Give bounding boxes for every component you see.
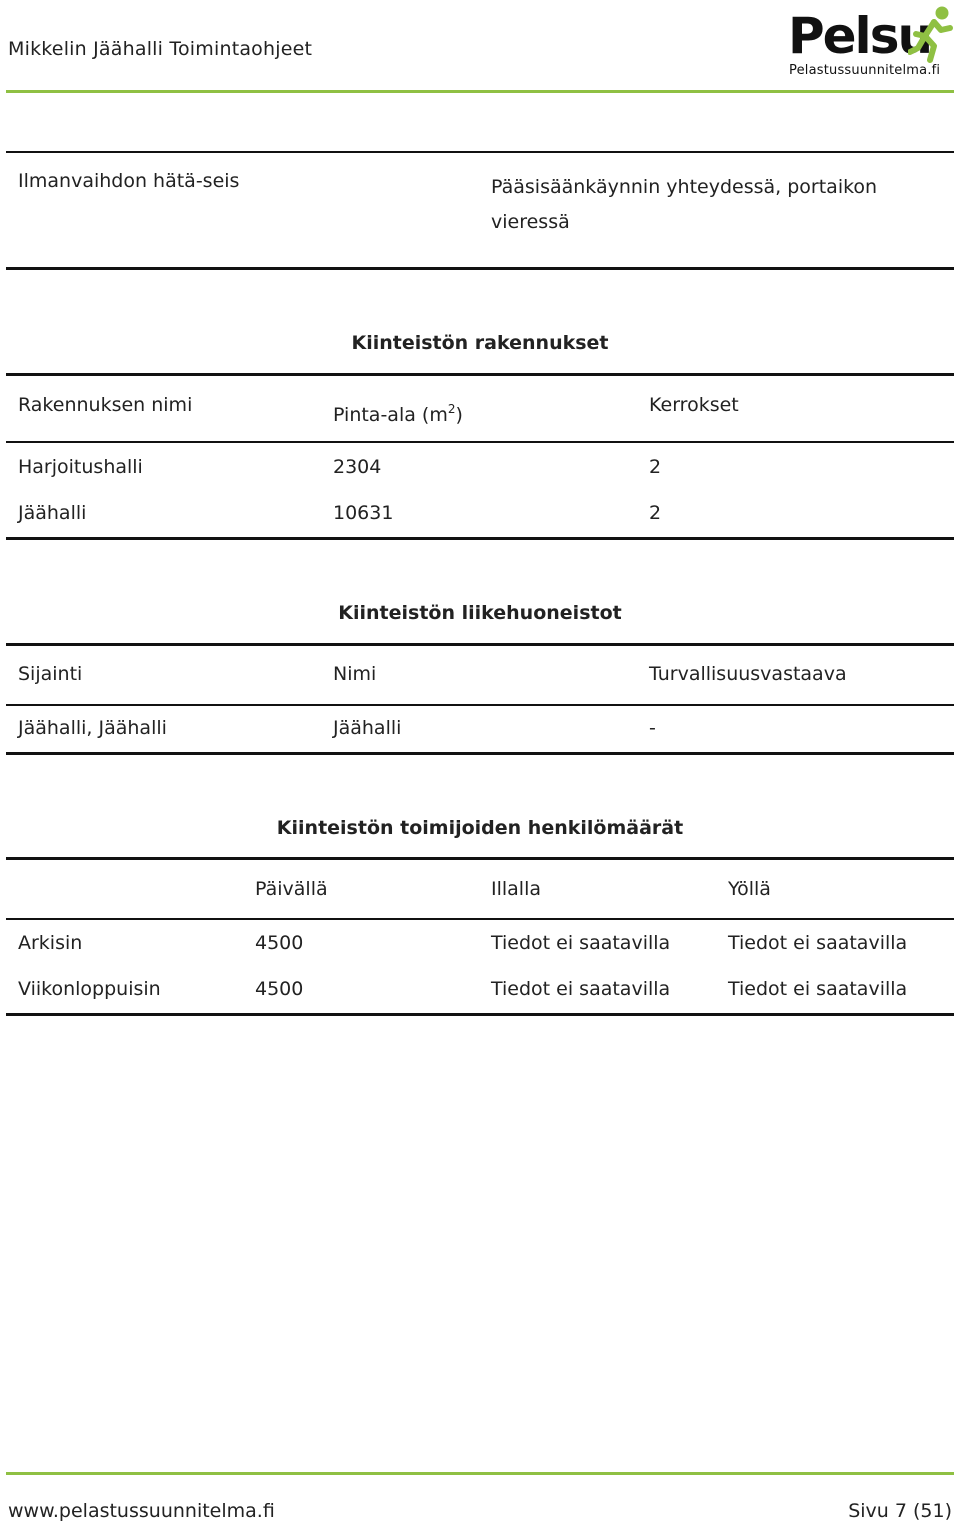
premise-name: Jäähalli [333,717,402,739]
occupant-day-count: 4500 [255,978,304,1000]
occupant-row-label: Arkisin [18,932,83,954]
building-floors: 2 [649,456,662,478]
premise-safety-officer: - [649,717,656,739]
header-day: Päivällä [255,878,328,900]
table-header-rule [6,441,954,443]
ventilation-label: Ilmanvaihdon hätä-seis [18,170,240,192]
building-name: Jäähalli [18,502,87,524]
building-area: 2304 [333,456,382,478]
header-area: Pinta-ala $(m^2)$ [333,402,463,426]
occupant-evening-count: Tiedot ei saatavilla [491,932,671,954]
occupant-day-count: 4500 [255,932,304,954]
table-top-rule [6,373,954,376]
running-man-icon [908,4,954,64]
table-header-rule [6,918,954,920]
premises-caption: Kiinteistön liikehuoneistot [338,602,622,624]
premise-location: Jäähalli, Jäähalli [18,717,167,739]
logo-wordmark: Pelsu [788,7,932,65]
header-evening: Illalla [491,878,542,900]
table-top-rule [6,151,954,153]
occupant-row-label: Viikonloppuisin [18,978,161,1000]
table-top-rule [6,643,954,646]
ventilation-location: Pääsisäänkäynnin yhteydessä, portaikon vieressä [491,176,878,233]
occupants-caption: Kiinteistön toimijoiden henkilömäärät [276,817,684,839]
logo-subtitle: Pelastussuunnitelma.fi [789,63,941,78]
footer-divider [6,1472,954,1475]
header-building-name: Rakennuksen nimi [18,394,193,416]
pelsu-logo[interactable] [786,4,956,80]
header-night: Yöllä [728,878,771,900]
occupant-night-count: Tiedot ei saatavilla [728,978,908,1000]
footer-website-link[interactable]: www.pelastussuunnitelma.fi [8,1500,275,1522]
page-number: Sivu 7 (51) [848,1500,952,1522]
table-header-rule [6,704,954,706]
building-floors: 2 [649,502,662,524]
header-divider [6,90,954,93]
table-top-rule [6,857,954,860]
document-title: Mikkelin Jäähalli Toimintaohjeet [8,38,313,60]
buildings-caption: Kiinteistön rakennukset [351,332,609,354]
building-area: 10631 [333,502,394,524]
table-bottom-rule [6,267,954,270]
table-bottom-rule [6,752,954,755]
occupant-evening-count: Tiedot ei saatavilla [491,978,671,1000]
header-floors: Kerrokset [649,394,739,416]
table-bottom-rule [6,1013,954,1016]
building-name: Harjoitushalli [18,456,143,478]
table-bottom-rule [6,537,954,540]
header-premise-name: Nimi [333,663,377,685]
header-location: Sijainti [18,663,83,685]
occupant-night-count: Tiedot ei saatavilla [728,932,908,954]
header-safety-officer: Turvallisuusvastaava [649,663,847,685]
